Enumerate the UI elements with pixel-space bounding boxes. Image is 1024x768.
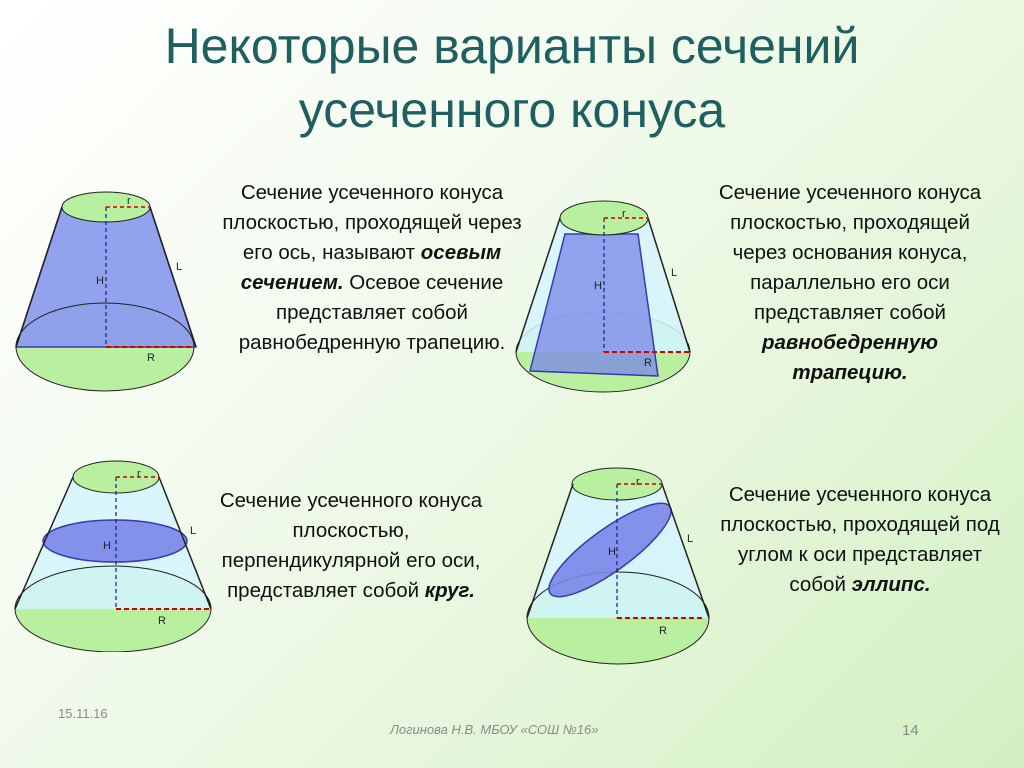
label-big-r: R	[644, 357, 652, 369]
label-h: H	[96, 275, 104, 287]
axial-section-figure	[0, 180, 210, 400]
angled-text-1: Сечение усеченного конуса плоскостью, проходящей под углом к оси представляет собой	[720, 483, 1000, 596]
label-r: r	[137, 468, 141, 480]
axial-text-2: Осевое сечение представляет собой равнобедренную трапецию.	[238, 271, 506, 354]
circular-section	[43, 520, 187, 562]
label-h: H	[594, 280, 602, 292]
title-line-2: усеченного конуса	[298, 82, 726, 138]
label-l: L	[176, 261, 183, 273]
label-big-r: R	[659, 625, 667, 637]
label-r: r	[622, 208, 626, 220]
footer-author: Логинова Н.В. МБОУ «СОШ №16»	[390, 722, 599, 737]
parallel-emphasis: равнобедренную трапецию.	[761, 331, 939, 384]
axial-text-1: Сечение усеченного конуса плоскостью, проходящей через его ось, называют	[222, 181, 522, 264]
perpendicular-section-figure	[0, 452, 220, 652]
label-l: L	[671, 267, 678, 279]
perpendicular-section-description	[215, 486, 487, 606]
angled-section-description	[720, 480, 1000, 600]
title-line-1: Некоторые варианты сечений	[164, 18, 860, 74]
label-big-r: R	[147, 352, 155, 364]
page-title	[0, 14, 1024, 142]
label-h: H	[608, 546, 616, 558]
angled-section-figure	[515, 460, 715, 670]
perpendicular-text-1: Сечение усеченного конуса плоскостью, перпендикулярной его оси, представляет собой	[219, 489, 483, 602]
axial-section-description	[222, 178, 522, 358]
axial-emphasis: осевым сечением.	[240, 241, 502, 294]
angled-emphasis: эллипс.	[851, 573, 931, 596]
parallel-section-figure	[505, 190, 705, 400]
slide-number: 14	[902, 722, 919, 739]
label-h: H	[103, 540, 111, 552]
label-big-r: R	[158, 615, 166, 627]
label-r: r	[636, 476, 640, 488]
label-l: L	[190, 525, 197, 537]
label-r: r	[127, 195, 131, 207]
parallel-section-description	[705, 178, 995, 388]
perpendicular-emphasis: круг.	[424, 579, 475, 602]
label-l: L	[687, 533, 694, 545]
parallel-text-1: Сечение усеченного конуса плоскостью, проходящей через основания конуса, параллельно его оси представляет собой	[718, 181, 982, 324]
footer-date: 15.11.16	[58, 706, 108, 721]
